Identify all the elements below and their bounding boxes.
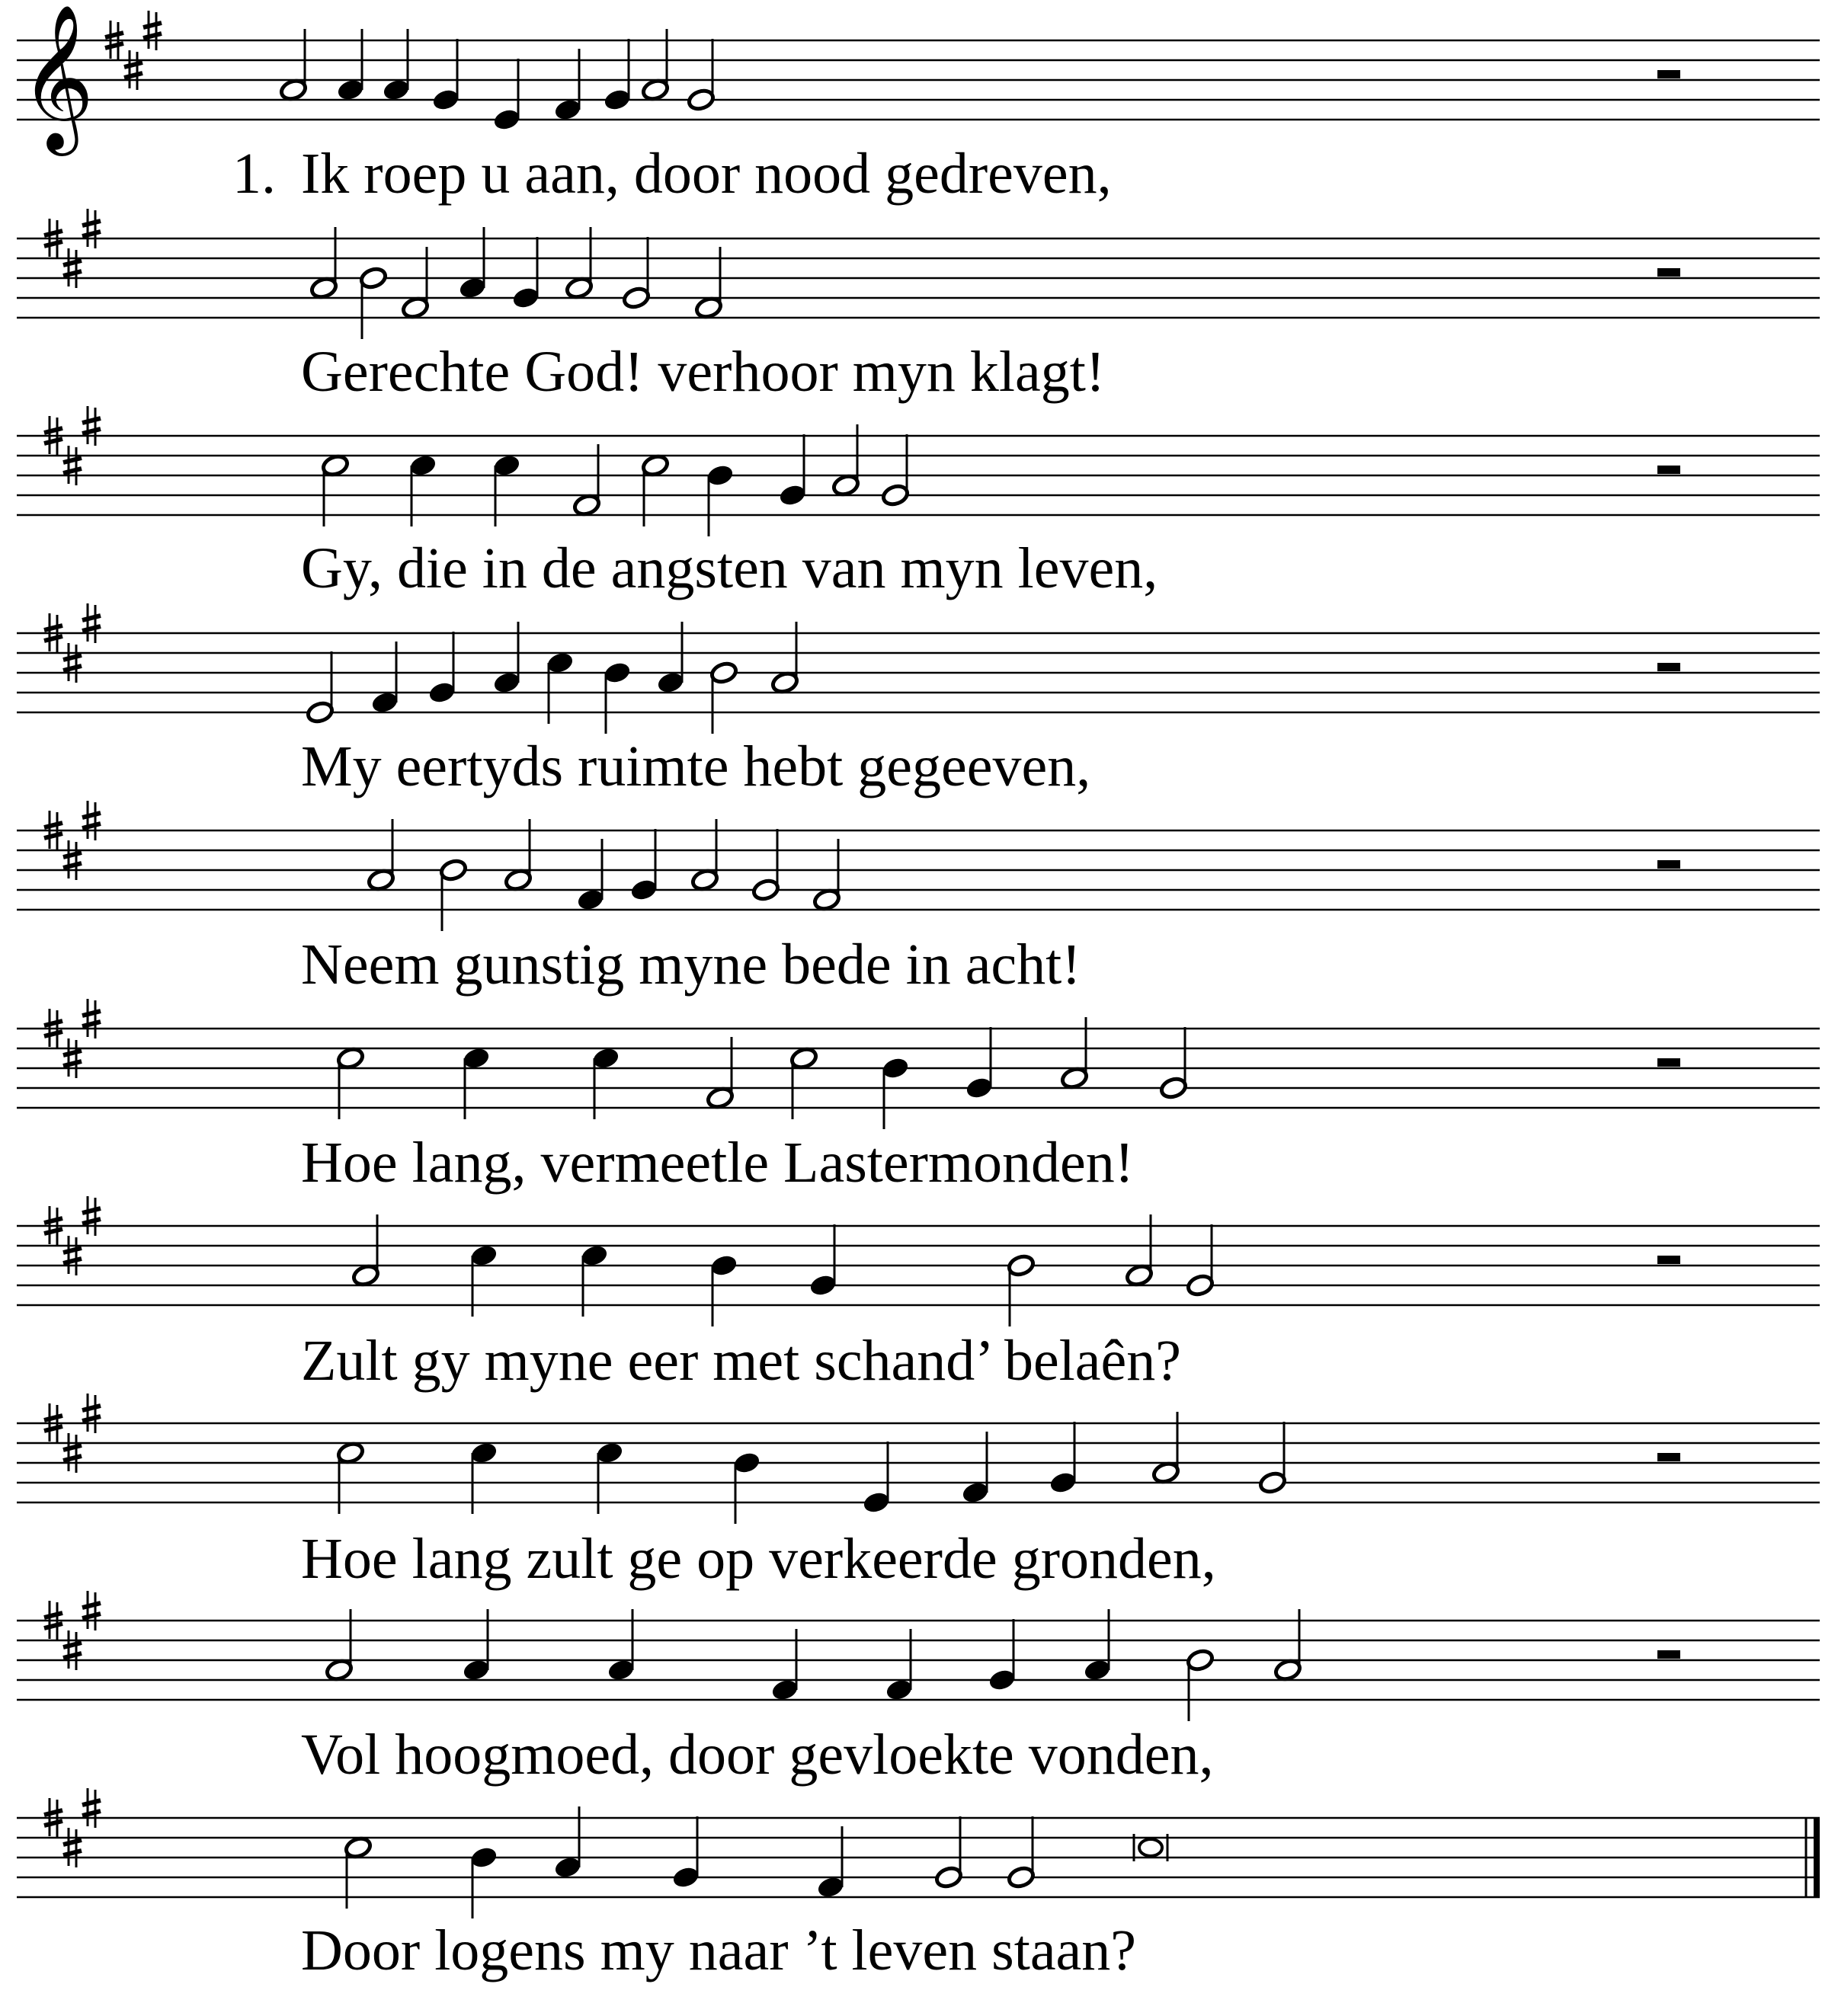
half-rest <box>1657 70 1680 78</box>
sharp-icon <box>143 11 162 50</box>
half-note <box>881 483 910 507</box>
lyric-line: Hoe lang, vermeetle Lastermonden! <box>301 1131 1135 1195</box>
half-note <box>706 1086 735 1110</box>
half-note <box>504 868 533 892</box>
half-note <box>812 888 841 912</box>
quarter-note <box>492 453 521 478</box>
lyric-line: Zult gy myne eer met schand’ belaên? <box>301 1329 1181 1393</box>
quarter-note <box>603 88 632 112</box>
half-note <box>1007 1865 1036 1890</box>
breve-note <box>1139 1839 1162 1856</box>
quarter-note <box>671 1865 700 1890</box>
lyric-line: Gy, die in de angsten van myn leven, <box>301 536 1158 600</box>
final-barline <box>1814 1818 1820 1897</box>
quarter-note <box>492 107 521 132</box>
half-rest <box>1657 466 1680 474</box>
half-note <box>279 78 308 102</box>
sharp-icon <box>63 446 82 485</box>
sharp-icon <box>63 1828 82 1867</box>
lyric-line: Door logens my naar ’t leven staan? <box>301 1918 1137 1982</box>
quarter-note <box>458 276 487 300</box>
half-note <box>306 700 335 725</box>
quarter-note <box>732 1451 761 1475</box>
quarter-note <box>881 1056 910 1080</box>
half-note <box>641 78 670 102</box>
quarter-note <box>656 670 685 695</box>
half-note <box>439 858 468 882</box>
half-note <box>770 670 799 695</box>
sharp-icon <box>82 1591 101 1630</box>
half-note <box>351 1263 380 1288</box>
half-note <box>1186 1648 1215 1672</box>
half-note <box>321 453 350 478</box>
quarter-note <box>816 1875 845 1899</box>
sharp-icon <box>63 643 82 683</box>
quarter-note <box>553 98 582 122</box>
quarter-note <box>706 463 735 488</box>
quarter-note <box>965 1076 994 1100</box>
half-note <box>359 266 388 290</box>
lyric-line: My eertyds ruimte hebt gegeeven, <box>301 734 1091 798</box>
lyric-line: Ik roep u aan, door nood gedreven, <box>301 142 1112 206</box>
half-rest <box>1657 1453 1680 1461</box>
quarter-note <box>988 1668 1017 1692</box>
quarter-note <box>469 1243 498 1268</box>
lyric-line: Neem gunstig myne bede in acht! <box>301 933 1081 997</box>
half-note <box>336 1046 365 1070</box>
quarter-note <box>462 1658 491 1682</box>
half-note <box>1007 1253 1036 1278</box>
lyric-line: Gerechte God! verhoor myn klagt! <box>301 340 1106 404</box>
quarter-note <box>492 670 521 695</box>
quarter-note <box>709 1253 738 1278</box>
half-note <box>1125 1263 1154 1288</box>
sharp-icon <box>82 406 101 446</box>
half-note <box>344 1835 373 1860</box>
half-note <box>1258 1470 1287 1495</box>
half-rest <box>1657 268 1680 277</box>
quarter-note <box>382 78 411 102</box>
quarter-note <box>1083 1658 1112 1682</box>
half-note <box>641 453 670 478</box>
verse-number: 1. <box>232 142 276 206</box>
half-note <box>1186 1273 1215 1298</box>
sharp-icon <box>82 1196 101 1236</box>
sharp-icon <box>63 1630 82 1670</box>
quarter-note <box>809 1273 837 1298</box>
lyric-line: Vol hoogmoed, door gevloekte vonden, <box>301 1723 1214 1787</box>
sharp-icon <box>82 1394 101 1433</box>
quarter-note <box>961 1480 990 1505</box>
treble-clef-icon: 𝄞 <box>20 3 94 149</box>
sharp-icon <box>82 1788 101 1828</box>
sharp-icon <box>63 1038 82 1078</box>
sharp-icon <box>124 50 142 90</box>
half-rest <box>1657 663 1680 671</box>
quarter-note <box>431 88 460 112</box>
half-note <box>694 296 723 320</box>
quarter-note <box>580 1243 609 1268</box>
half-rest <box>1657 1650 1680 1659</box>
quarter-note <box>546 651 575 675</box>
half-note <box>325 1658 354 1682</box>
half-note <box>309 276 338 300</box>
quarter-note <box>770 1678 799 1702</box>
quarter-note <box>595 1441 624 1465</box>
half-note <box>401 296 430 320</box>
sharp-icon <box>82 801 101 840</box>
half-note <box>934 1865 963 1890</box>
sharp-icon <box>82 209 101 248</box>
quarter-note <box>576 888 605 912</box>
half-rest <box>1657 1058 1680 1067</box>
half-note <box>751 878 780 902</box>
sharp-icon <box>63 1236 82 1275</box>
quarter-note <box>629 878 658 902</box>
quarter-note <box>336 78 365 102</box>
quarter-note <box>408 453 437 478</box>
half-note <box>709 661 738 685</box>
half-note <box>336 1441 365 1465</box>
sharp-icon <box>63 248 82 288</box>
half-note <box>1159 1076 1188 1100</box>
half-note <box>831 473 860 498</box>
quarter-note <box>462 1046 491 1070</box>
half-note <box>565 276 594 300</box>
quarter-note <box>603 661 632 685</box>
half-rest <box>1657 860 1680 869</box>
quarter-note <box>591 1046 620 1070</box>
quarter-note <box>427 680 456 705</box>
half-note <box>690 868 719 892</box>
quarter-note <box>862 1490 891 1515</box>
quarter-note <box>469 1441 498 1465</box>
sharp-icon <box>82 999 101 1038</box>
half-note <box>687 88 716 112</box>
quarter-note <box>469 1845 498 1870</box>
quarter-note <box>511 286 540 310</box>
half-note <box>367 868 395 892</box>
half-note <box>1273 1658 1302 1682</box>
sharp-icon <box>82 603 101 643</box>
half-note <box>572 493 601 517</box>
half-note <box>1060 1066 1089 1090</box>
sharp-icon <box>63 1433 82 1473</box>
half-note <box>1151 1461 1180 1485</box>
quarter-note <box>885 1678 914 1702</box>
half-note <box>622 286 651 310</box>
quarter-note <box>370 690 399 715</box>
quarter-note <box>607 1658 636 1682</box>
quarter-note <box>553 1855 582 1880</box>
quarter-note <box>1049 1470 1078 1495</box>
half-rest <box>1657 1256 1680 1264</box>
quarter-note <box>778 483 807 507</box>
sharp-icon <box>63 840 82 880</box>
half-note <box>789 1046 818 1070</box>
lyric-line: Hoe lang zult ge op verkeerde gronden, <box>301 1527 1216 1591</box>
